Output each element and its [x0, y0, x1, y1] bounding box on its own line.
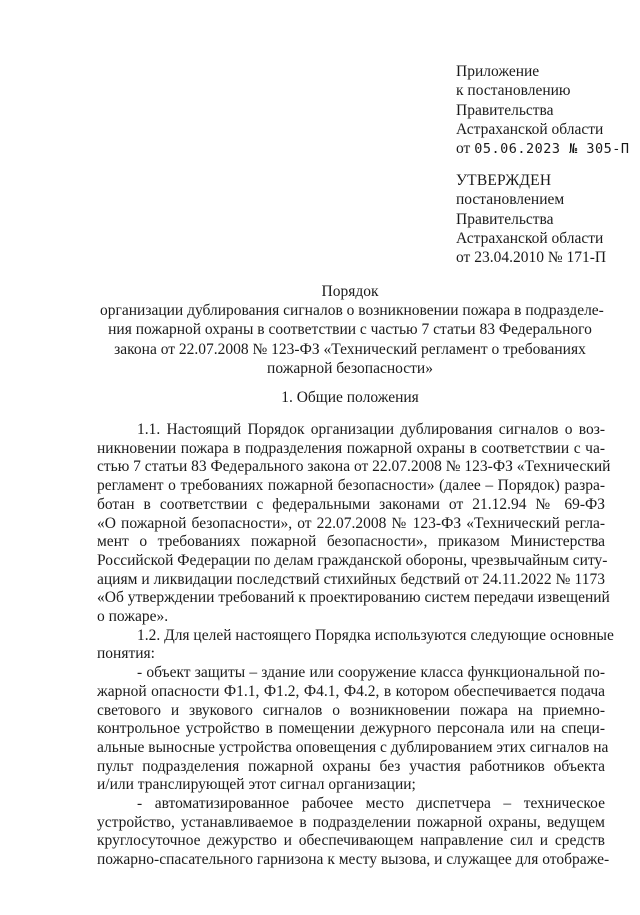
body-line: пожарно-спасательного гарнизона к месту вызова, и служащее для отображе-	[97, 851, 610, 869]
body-line: пульт подразделения пожарной охраны без участия работников объекта	[97, 757, 605, 775]
body-line: ациям и ликвидации последствий стихийных бедствий от 24.11.2022 № 1173	[97, 570, 605, 588]
attachment-line: Правительства	[456, 101, 554, 119]
body-line: мент о требованиях пожарной безопасности», приказом Министерства	[97, 533, 605, 551]
attachment-date-value: 05.06.2023 № 305-П	[474, 141, 630, 158]
approved-line: постановлением	[456, 191, 565, 209]
body-line: «О пожарной безопасности», от 22.07.2008 № 123-ФЗ «Технический регла-	[97, 514, 605, 532]
body-line: и/или транслирующей этот сигнал организации;	[97, 776, 416, 794]
body-line: светового и звукового сигналов о возникновении пожара на приемно-	[97, 701, 605, 719]
body-line: о пожаре».	[97, 608, 169, 626]
approved-block	[456, 171, 606, 267]
title-line: пожарной безопасности»	[267, 359, 433, 377]
body-line: никновении пожара в подразделения пожарной охраны в соответствии с ча-	[97, 439, 605, 457]
section-heading: 1. Общие положения	[281, 389, 419, 406]
body-line: альные выносные устройства оповещения с дублированием этих сигналов на	[97, 738, 609, 756]
body-line: Российской Федерации по делам гражданской обороны, чрезвычайным ситу-	[97, 551, 608, 569]
title-line: Порядок	[321, 283, 379, 300]
title-line: организации дублирования сигналов о возникновении пожара в подразделе-	[100, 302, 604, 320]
body-line: круглосуточное дежурство и обеспечивающем направление сил и средств	[97, 832, 605, 850]
body-line: 1.2. Для целей настоящего Порядка используются следующие основные	[137, 626, 614, 644]
body-line: - автоматизированное рабочее место диспетчера – техническое	[137, 795, 605, 813]
approved-line: Астраханской области	[456, 229, 604, 247]
body-line: ботан в соответствии с федеральными законами от 21.12.94 № 69-ФЗ	[97, 495, 605, 513]
approved-line: от 23.04.2010 № 171-П	[456, 249, 607, 267]
attachment-date-prefix: от	[456, 140, 475, 158]
title-line: ния пожарной охраны в соответствии с частью 7 статьи 83 Федерального	[108, 321, 592, 339]
document-title	[100, 282, 604, 378]
attachment-line: Астраханской области	[456, 120, 604, 138]
attachment-line: к постановлению	[456, 82, 571, 100]
attachment-block	[456, 62, 630, 159]
body-line: контрольное устройство в помещении дежурного персонала или на специ-	[97, 720, 605, 738]
body-line: стью 7 статьи 83 Федерального закона от 22.07.2008 № 123-ФЗ «Технический	[97, 458, 611, 476]
approved-line: Правительства	[456, 210, 554, 228]
body-line: «Об утверждении требований к проектированию систем передачи извещений	[97, 589, 610, 607]
body-line: 1.1. Настоящий Порядок организации дублирования сигналов о воз-	[137, 421, 605, 438]
approved-heading: УТВЕРЖДЕН	[456, 172, 552, 189]
body-line: регламент о требованиях пожарной безопасности» (далее – Порядок) разра-	[97, 477, 605, 495]
title-line: закона от 22.07.2008 № 123-ФЗ «Технический регламент о требованиях	[114, 340, 586, 358]
document-body	[97, 421, 614, 870]
attachment-line: Приложение	[456, 63, 540, 80]
body-line: понятия:	[97, 645, 155, 663]
body-line: устройство, устанавливаемое в подразделении пожарной охраны, ведущем	[97, 813, 605, 831]
attachment-date-line	[456, 139, 630, 159]
body-line: - объект защиты – здание или сооружение класса функциональной по-	[137, 664, 605, 682]
body-line: жарной опасности Ф1.1, Ф1.2, Ф4.1, Ф4.2, в котором обеспечивается подача	[97, 682, 605, 700]
